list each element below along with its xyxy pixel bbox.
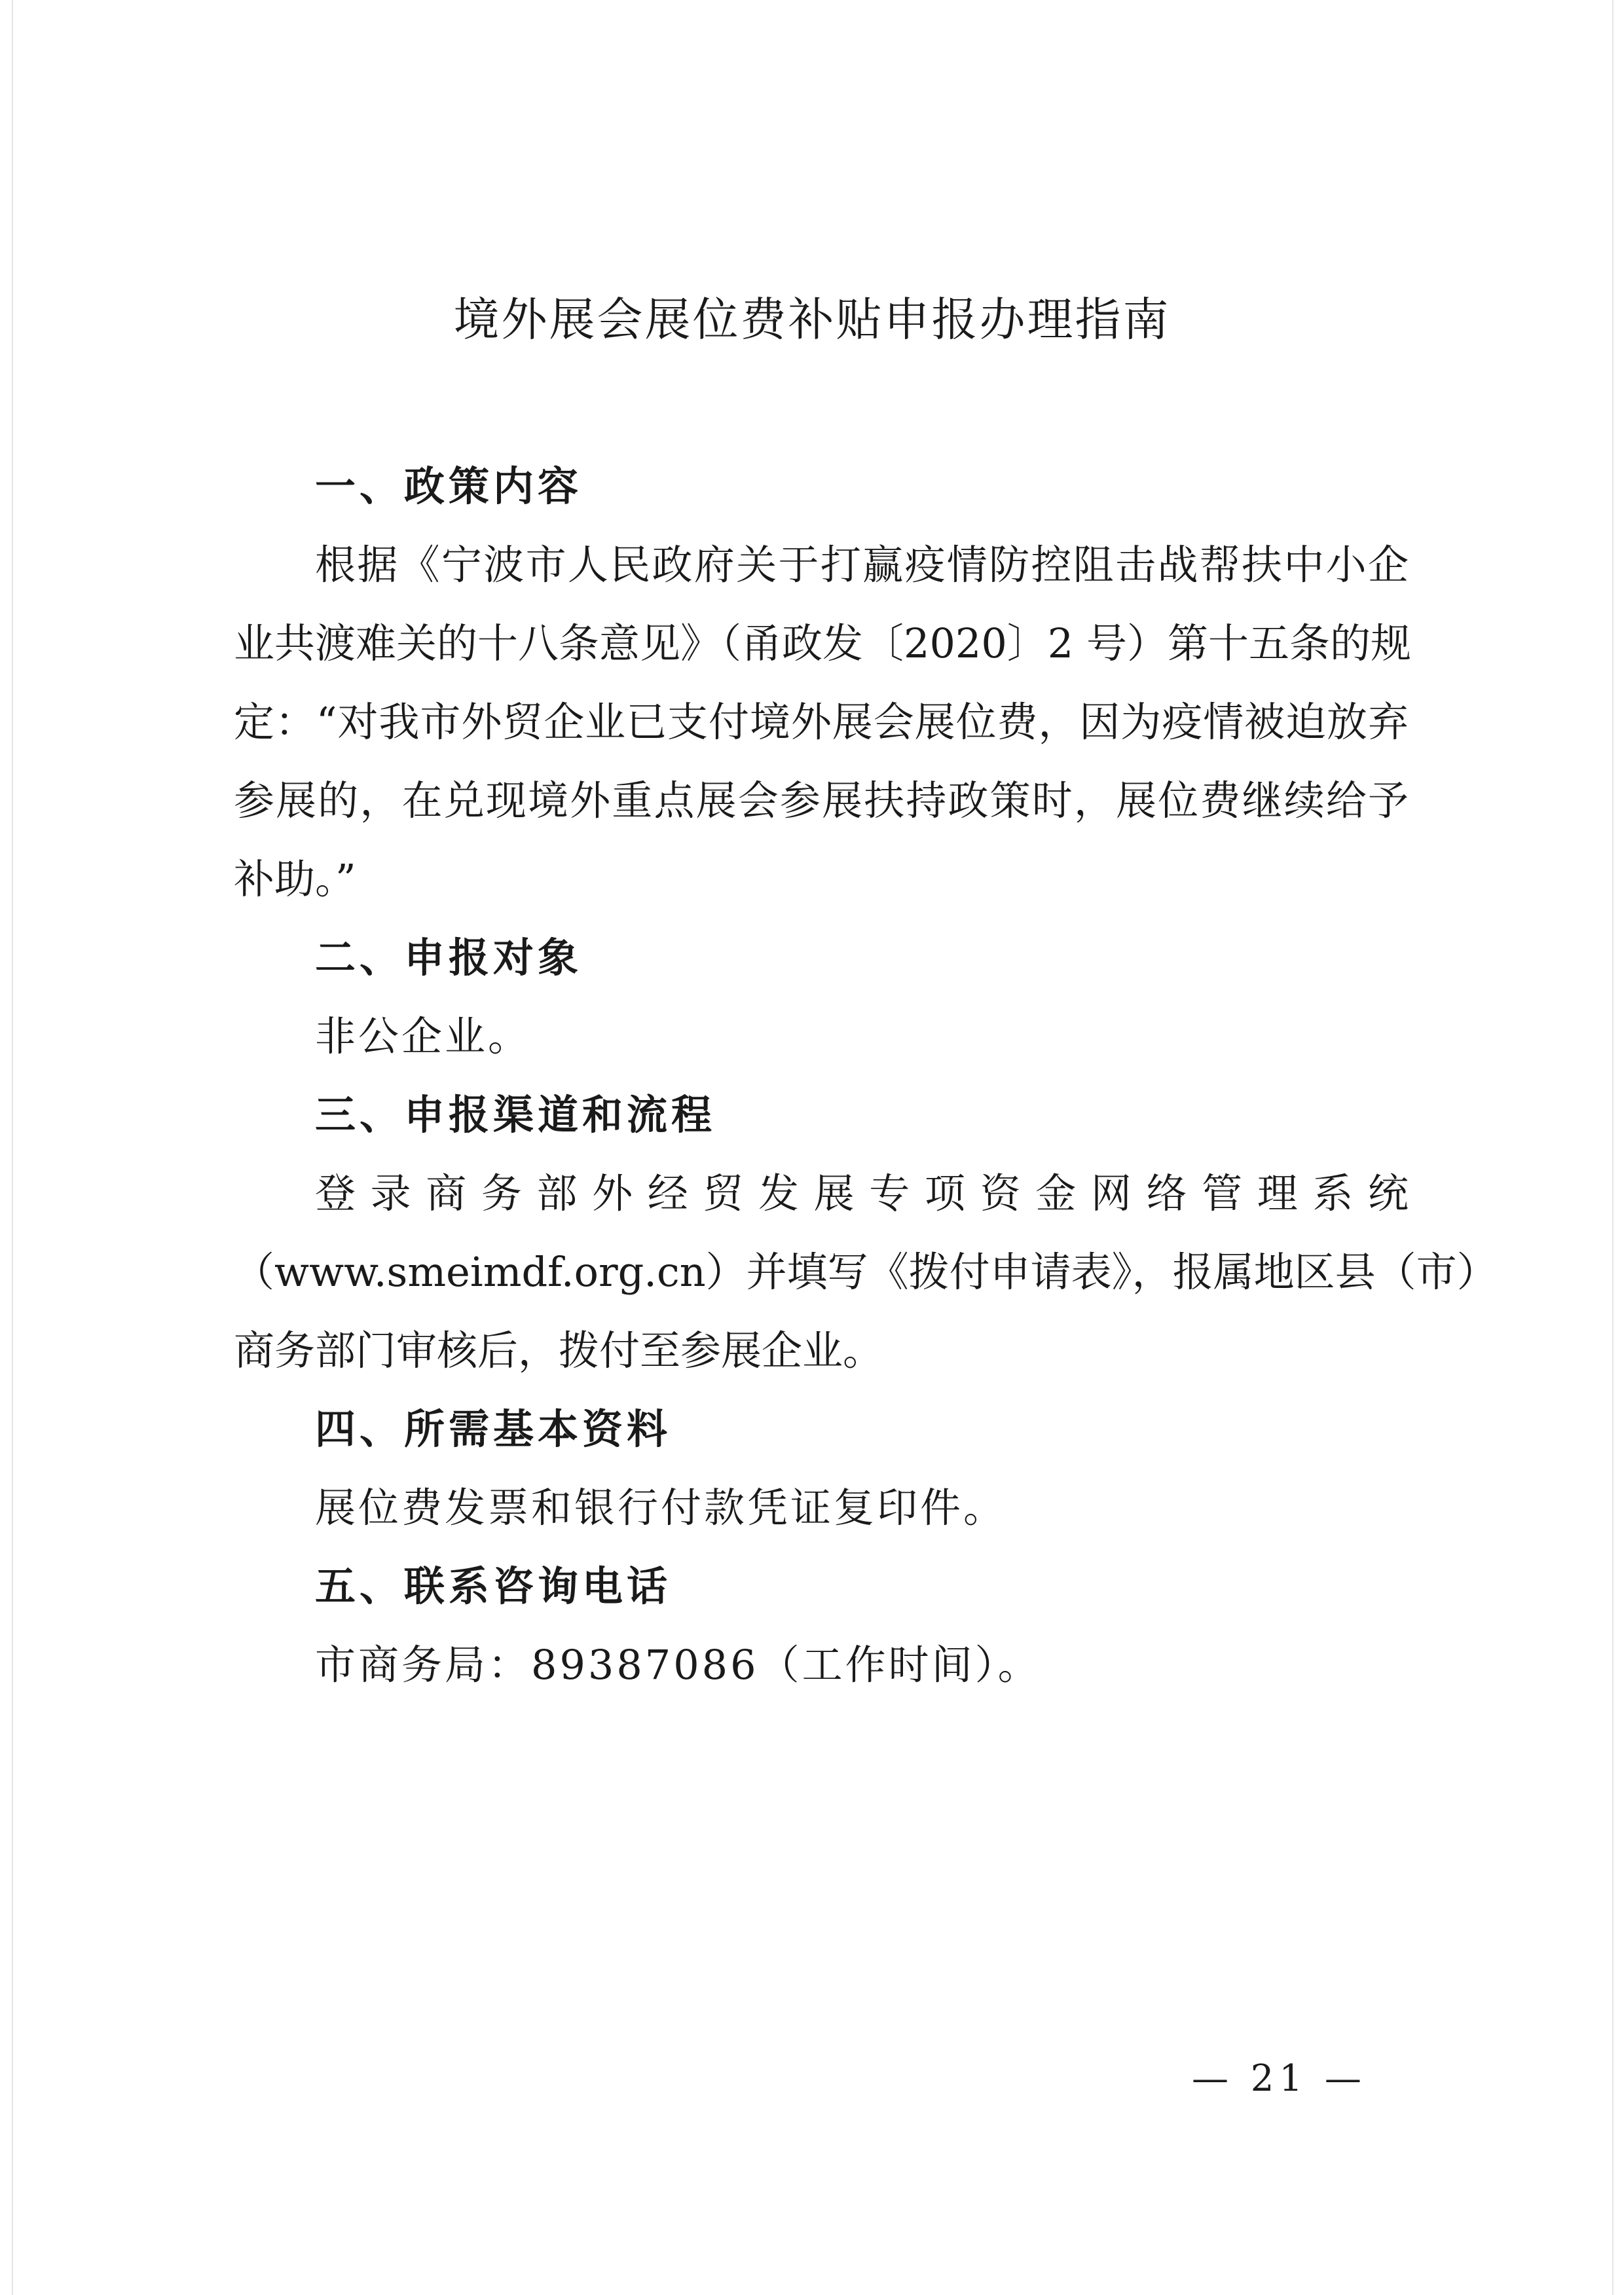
policy-text-line: 参展的，在兑现境外重点展会参展扶持政策时，展位费继续给予 [234, 777, 1409, 824]
materials-text: 展位费发票和银行付款凭证复印件。 [315, 1484, 1007, 1532]
channel-text-line: 登录商务部外经贸发展专项资金网络管理系统 [315, 1169, 1409, 1217]
policy-text-line: 根据《宁波市人民政府关于打赢疫情防控阻击战帮扶中小企 [315, 541, 1409, 589]
section-heading-applicants: 二、申报对象 [315, 934, 583, 982]
document-title: 境外展会展位费补贴申报办理指南 [453, 293, 1171, 346]
channel-text-line: 商务部门审核后，拨付至参展企业。 [234, 1327, 884, 1374]
policy-text-line: 定：“对我市外贸企业已支付境外展会展位费，因为疫情被迫放弃 [234, 698, 1409, 746]
section-heading-policy: 一、政策内容 [315, 462, 583, 510]
policy-text-line: 补助。” [234, 855, 356, 903]
policy-text-line: 业共渡难关的十八条意见》（甬政发〔2020〕2 号）第十五条的规 [234, 619, 1411, 667]
section-heading-contact: 五、联系咨询电话 [315, 1562, 672, 1610]
applicants-text: 非公企业。 [315, 1012, 532, 1060]
channel-text-line: （www.smeimdf.org.cn）并填写《拨付申请表》，报属地区县（市） [234, 1248, 1498, 1296]
section-heading-channel: 三、申报渠道和流程 [315, 1091, 716, 1139]
page-number: — 21 — [1192, 2057, 1367, 2100]
contact-text: 市商务局：89387086（工作时间）。 [315, 1641, 1041, 1689]
section-heading-materials: 四、所需基本资料 [315, 1405, 672, 1453]
